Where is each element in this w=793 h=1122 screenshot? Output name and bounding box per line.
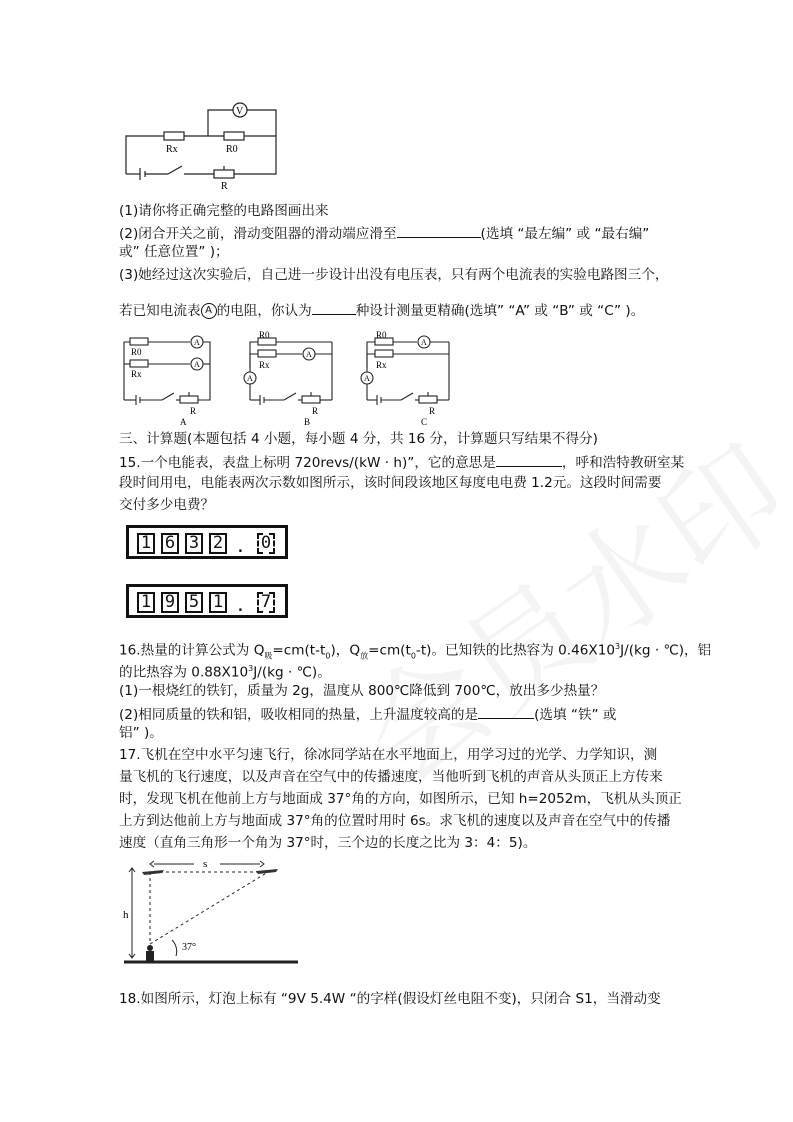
q14-line3: (3)她经过这次实验后，自己进一步设计出没有电压表，只有两个电流表的实验电路图三个， xyxy=(119,267,669,283)
q14-blank-1[interactable] xyxy=(397,223,481,238)
circuit-b-diagram xyxy=(240,328,340,426)
meter1-decimal-digit: 0 xyxy=(257,533,275,554)
q16-text: =cm(t-t xyxy=(272,642,326,659)
q14-line4 xyxy=(119,300,644,320)
q17-line1: 17.飞机在空中水平匀速飞行，徐冰同学站在水平地面上，用学习过的光学、力学知识，测 xyxy=(119,747,658,763)
q16-sup: 3 xyxy=(615,642,621,651)
voltmeter-label: V xyxy=(236,106,244,117)
circuit-c-r-label: R xyxy=(429,406,436,416)
q14-blank-2[interactable] xyxy=(312,300,356,315)
q17-line4: 上方到达他前上方与地面成 37°角的位置时用时 6s。求飞机的速度以及声音在空气中的传播 xyxy=(119,813,671,829)
q16-text: =cm(t xyxy=(368,642,411,659)
q15-line2: 段时间用电，电能表两次示数如图所示，该时间段该地区每度电电费 1.2元。这段时间需要 xyxy=(119,475,662,491)
meter2-dot: . xyxy=(235,595,246,616)
q15-line1a: 15.一个电能表，表盘上标明 720revs/(kW · h)”，它的意思是 xyxy=(119,455,496,471)
circuit-b-rx-label: Rx xyxy=(259,360,270,370)
circuit-a-ammeter-2: A xyxy=(194,360,200,369)
q16-text: (2)相同质量的铁和铝，吸收相同的热量，上升温度较高的是 xyxy=(119,707,479,723)
q16-text: J/(kg · ℃)，铝 xyxy=(620,642,712,659)
q16-text: -t)。已知铁的比热容为 0.46X10 xyxy=(415,642,616,659)
angle-label: 37° xyxy=(182,942,196,953)
circuit-a-label: A xyxy=(180,417,187,426)
meter2-digit: 5 xyxy=(185,592,203,613)
q16-text: )，Q xyxy=(330,642,361,659)
q16-text: 16.热量的计算公式为 Q xyxy=(119,642,265,659)
meter2-digit: 9 xyxy=(161,592,179,613)
circuit-c-ammeter-1: A xyxy=(421,338,427,347)
meter1-digit: 2 xyxy=(209,533,227,554)
airplane-icon xyxy=(142,870,164,875)
height-h-label: h xyxy=(123,909,129,921)
q14-line2b: (选填 “最左编” 或 “最右编” xyxy=(480,226,650,242)
circuit-c-diagram xyxy=(357,328,457,426)
ammeter-symbol-icon: A xyxy=(201,303,217,319)
rx-label: Rx xyxy=(166,144,178,155)
q14-line2a: (2)闭合开关之前，滑动变阻器的滑动端应滑至 xyxy=(119,226,397,242)
meter1-digit: 1 xyxy=(137,533,155,554)
q16-sub: 0 xyxy=(325,651,331,661)
circuit-a-r-label: R xyxy=(190,406,197,416)
q14-line4a: 若已知电流表 xyxy=(119,303,201,319)
q14-line4b: 的电阻，你认为 xyxy=(216,303,312,319)
circuit-a-ammeter-1: A xyxy=(194,338,200,347)
circuit-b-r0-label: R0 xyxy=(259,330,270,340)
meter2-digit: 1 xyxy=(137,592,155,613)
q16-line2 xyxy=(119,660,331,682)
q16-line3: (1)一根烧红的铁钉，质量为 2g，温度从 800℃降低到 700℃，放出多少热量？ xyxy=(119,683,605,699)
q16-text: J/(kg · ℃)。 xyxy=(253,664,331,681)
q17-line2: 量飞机的飞行速度，以及声音在空气中的传播速度，当他听到飞机的声音从头顶正上方传来 xyxy=(119,769,663,785)
q14-line4c: 种设计测量更精确(选填” “A” 或 “B” 或 “C” )。 xyxy=(355,303,645,319)
q15-line1b: ，呼和浩特教研室某 xyxy=(561,455,685,471)
meter1-digit: 3 xyxy=(185,533,203,554)
meter-reading-1 xyxy=(126,525,288,559)
q15-line3: 交付多少电费？ xyxy=(119,497,215,513)
r-label: R xyxy=(221,181,228,192)
circuit-b-label: B xyxy=(304,417,311,426)
q16-sub: 放 xyxy=(360,651,369,661)
distance-s-label: s xyxy=(203,858,208,870)
circuit-c-rx-label: Rx xyxy=(376,360,387,370)
meter1-digit: 6 xyxy=(161,533,179,554)
q15-blank[interactable] xyxy=(496,452,562,467)
circuit-a-diagram xyxy=(118,328,218,426)
circuit-b-ammeter-2: A xyxy=(247,374,253,383)
q17-line5: 速度（直角三角形一个角为 37°时，三个边的长度之比为 3：4：5)。 xyxy=(119,835,537,851)
circuit-c-ammeter-2: A xyxy=(364,374,370,383)
section-3-heading: 三、计算题(本题包括 4 小题，每小题 4 分，共 16 分，计算题只写结果不得分) xyxy=(119,431,598,447)
q15-line1 xyxy=(119,452,684,472)
airplane-angle-diagram xyxy=(120,852,302,968)
meter-reading-2 xyxy=(126,584,288,618)
q14-line1: (1)请你将正确完整的电路图画出来 xyxy=(119,203,329,219)
circuit-c-r0-label: R0 xyxy=(376,330,387,340)
circuit-a-r0-label: R0 xyxy=(131,347,142,357)
circuit-b-r-label: R xyxy=(312,406,319,416)
airplane-icon xyxy=(256,869,278,874)
q14-line2 xyxy=(119,223,649,243)
q14-line2c: 或” 任意位置” )； xyxy=(119,244,229,260)
q16-text: 的比热容为 0.88X10 xyxy=(119,664,249,681)
person-icon xyxy=(146,945,154,961)
q16-sup: 3 xyxy=(248,664,254,673)
q16-line4 xyxy=(119,704,617,724)
q16-sub: 吸 xyxy=(264,651,273,661)
q17-line3: 时，发现飞机在他前上方与地面成 37°角的方向，如图所示，已知 h=2052m，飞机从头顶正 xyxy=(119,791,682,807)
meter2-digit: 1 xyxy=(209,592,227,613)
q16-sub: 0 xyxy=(410,651,416,661)
circuit-c-label: C xyxy=(421,417,428,426)
q16-text: (选填 “铁” 或 xyxy=(534,707,617,723)
q18-line1: 18.如图所示，灯泡上标有 “9V 5.4W “的字样(假设灯丝电阻不变)，只闭合 S1，当滑动变 xyxy=(119,991,661,1007)
q16-blank[interactable] xyxy=(478,704,534,719)
circuit-b-ammeter-1: A xyxy=(306,350,312,359)
circuit-a-rx-label: Rx xyxy=(131,369,142,379)
r0-label: R0 xyxy=(226,144,238,155)
q16-line5: 铝” )。 xyxy=(119,725,163,741)
voltmeter-circuit-diagram xyxy=(120,96,290,192)
meter2-decimal-digit: 7 xyxy=(257,592,275,613)
meter1-dot: . xyxy=(235,536,246,557)
